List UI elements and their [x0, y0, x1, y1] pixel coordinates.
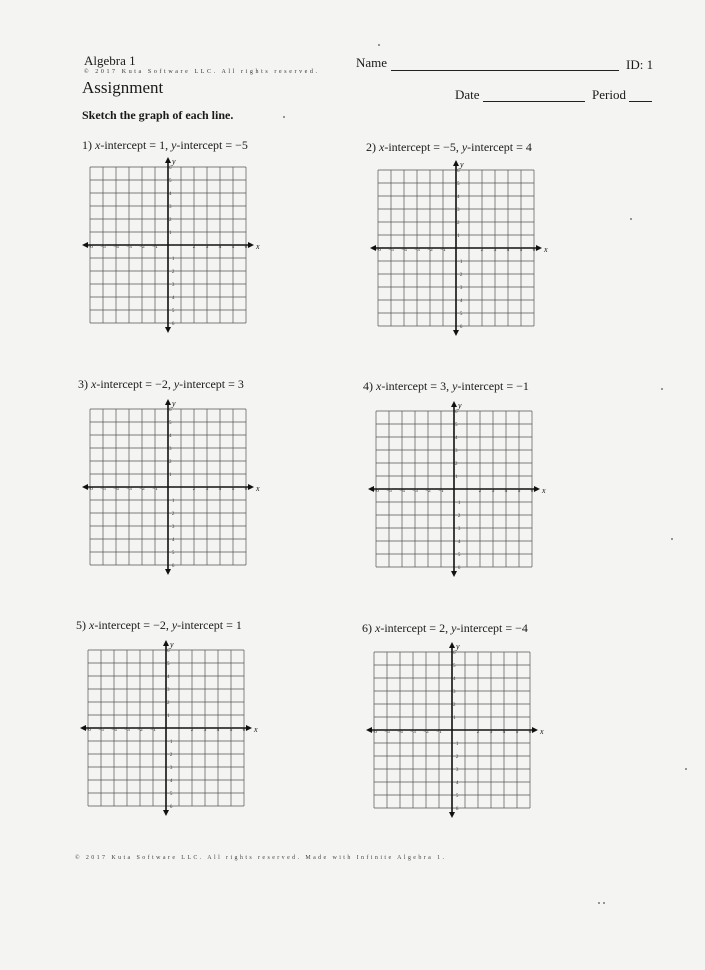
y-tick-label: 6 [455, 410, 458, 415]
y-tick-label: 4 [169, 192, 172, 197]
y-tick-label: −2 [453, 755, 459, 760]
name-field[interactable] [391, 70, 619, 71]
x-tick-label: −1 [150, 727, 156, 733]
x-tick-label: 3 [205, 244, 209, 250]
y-tick-label: −5 [457, 312, 463, 317]
y-tick-label: −1 [169, 499, 175, 504]
y-tick-label: 6 [457, 169, 460, 174]
y-tick-label: −2 [167, 753, 173, 758]
x-axis-label: x [540, 727, 544, 736]
problem-4-graph[interactable] [366, 399, 556, 584]
x-tick-label: −5 [388, 247, 394, 253]
footer-copyright: © 2017 Kuta Software LLC. All rights reserved. Made with Infinite Algebra 1. [75, 855, 447, 861]
assignment-title: Assignment [82, 78, 164, 97]
y-tick-label: 3 [457, 208, 460, 213]
y-tick-label: 1 [169, 231, 172, 236]
x-tick-label: −3 [414, 247, 420, 253]
x-tick-label: 5 [519, 247, 523, 253]
y-tick-label: 6 [453, 651, 456, 656]
y-tick-label: 4 [169, 434, 172, 439]
x-axis-arrow-right [248, 484, 254, 490]
y-tick-label: 2 [453, 703, 456, 708]
y-tick-label: −3 [455, 527, 461, 532]
y-tick-label: 5 [457, 182, 460, 187]
x-tick-label: −4 [113, 244, 119, 250]
x-tick-label: 4 [216, 727, 220, 733]
scan-speck [283, 116, 285, 118]
y-tick-label: −4 [457, 299, 463, 304]
x-axis-label: x [256, 242, 260, 251]
scan-speck [630, 218, 632, 220]
x-tick-label: −3 [412, 488, 418, 494]
y-axis-arrow-down [451, 571, 457, 577]
y-tick-label: −6 [455, 566, 461, 571]
y-tick-label: −3 [169, 525, 175, 530]
y-tick-label: 3 [169, 447, 172, 452]
x-tick-label: −6 [375, 247, 381, 253]
x-tick-label: 2 [192, 486, 196, 492]
y-tick-label: 5 [169, 179, 172, 184]
x-tick-label: 5 [231, 244, 235, 250]
y-tick-label: 6 [167, 649, 170, 654]
y-tick-label: 1 [453, 716, 456, 721]
x-tick-label: 4 [504, 488, 508, 494]
y-axis-arrow-up [453, 160, 459, 166]
y-tick-label: 5 [169, 421, 172, 426]
scan-speck [661, 388, 663, 390]
x-tick-label: −1 [152, 244, 158, 250]
x-tick-label: 2 [192, 244, 196, 250]
x-tick-label: 3 [493, 247, 497, 253]
y-tick-label: 2 [169, 218, 172, 223]
problem-1-graph[interactable] [80, 155, 270, 340]
problem-5-label: 5) x-intercept = −2, y-intercept = 1 [76, 618, 242, 632]
x-tick-label: −4 [401, 247, 407, 253]
y-axis-arrow-down [163, 810, 169, 816]
x-tick-label: 4 [506, 247, 510, 253]
x-tick-label: −3 [124, 727, 130, 733]
y-tick-label: −2 [457, 273, 463, 278]
x-tick-label: 3 [203, 727, 207, 733]
y-tick-label: −4 [453, 781, 459, 786]
x-axis-label: x [542, 486, 546, 495]
x-tick-label: 6 [242, 727, 246, 733]
y-tick-label: −6 [453, 807, 459, 812]
problem-3-graph[interactable] [80, 397, 270, 582]
y-tick-label: 2 [457, 221, 460, 226]
y-axis-arrow-down [165, 569, 171, 575]
y-tick-label: 6 [169, 408, 172, 413]
y-axis-arrow-up [451, 401, 457, 407]
y-axis-arrow-up [165, 399, 171, 405]
y-tick-label: 3 [169, 205, 172, 210]
x-tick-label: 6 [532, 247, 536, 253]
x-axis-arrow-right [536, 245, 542, 251]
problem-3-label: 3) x-intercept = −2, y-intercept = 3 [78, 377, 244, 391]
y-tick-label: 3 [453, 690, 456, 695]
y-axis-arrow-up [165, 157, 171, 163]
x-tick-label: −3 [126, 486, 132, 492]
y-tick-label: −2 [169, 270, 175, 275]
y-axis-label: y [460, 160, 464, 169]
x-tick-label: −5 [384, 729, 390, 735]
y-axis-label: y [172, 399, 176, 408]
x-tick-label: −1 [436, 729, 442, 735]
y-tick-label: 2 [455, 462, 458, 467]
y-tick-label: −4 [169, 296, 175, 301]
y-tick-label: −1 [169, 257, 175, 262]
x-tick-label: 6 [528, 729, 532, 735]
x-tick-label: −1 [440, 247, 446, 253]
y-tick-label: −5 [455, 553, 461, 558]
x-tick-label: −6 [87, 244, 93, 250]
x-tick-label: −5 [98, 727, 104, 733]
y-tick-label: −6 [457, 325, 463, 330]
y-tick-label: −1 [455, 501, 461, 506]
course-title: Algebra 1 [84, 53, 136, 68]
x-tick-label: −6 [85, 727, 91, 733]
y-axis-label: y [170, 640, 174, 649]
y-tick-label: −3 [457, 286, 463, 291]
instructions: Sketch the graph of each line. [82, 108, 234, 122]
x-tick-label: 4 [218, 486, 222, 492]
x-tick-label: −6 [373, 488, 379, 494]
y-tick-label: −3 [167, 766, 173, 771]
x-tick-label: −2 [137, 727, 143, 733]
y-tick-label: −4 [169, 538, 175, 543]
y-tick-label: 4 [457, 195, 460, 200]
x-tick-label: −4 [399, 488, 405, 494]
x-tick-label: 5 [231, 486, 235, 492]
x-tick-label: 5 [515, 729, 519, 735]
y-tick-label: 3 [455, 449, 458, 454]
date-field[interactable] [483, 101, 585, 102]
x-tick-label: −2 [423, 729, 429, 735]
x-tick-label: −1 [438, 488, 444, 494]
x-tick-label: −2 [139, 244, 145, 250]
id-label: ID: 1 [626, 57, 654, 72]
x-tick-label: −4 [397, 729, 403, 735]
x-tick-label: −4 [113, 486, 119, 492]
x-tick-label: 4 [218, 244, 222, 250]
scan-speck [671, 538, 673, 540]
y-tick-label: 1 [169, 473, 172, 478]
x-tick-label: 3 [491, 488, 495, 494]
y-tick-label: −6 [169, 564, 175, 569]
y-tick-label: 5 [167, 662, 170, 667]
x-axis-arrow-right [532, 727, 538, 733]
y-tick-label: −6 [169, 322, 175, 327]
y-tick-label: 2 [167, 701, 170, 706]
y-axis-label: y [456, 642, 460, 651]
y-tick-label: 4 [455, 436, 458, 441]
x-tick-label: −4 [111, 727, 117, 733]
x-tick-label: 3 [205, 486, 209, 492]
y-axis-arrow-down [165, 327, 171, 333]
y-tick-label: 1 [167, 714, 170, 719]
x-axis-label: x [254, 725, 258, 734]
problem-1-label: 1) x-intercept = 1, y-intercept = −5 [82, 138, 248, 152]
x-tick-label: −5 [386, 488, 392, 494]
y-tick-label: 3 [167, 688, 170, 693]
y-tick-label: −2 [169, 512, 175, 517]
name-label: Name [356, 55, 388, 70]
y-tick-label: 4 [453, 677, 456, 682]
y-tick-label: −2 [455, 514, 461, 519]
y-axis-arrow-up [163, 640, 169, 646]
x-tick-label: 6 [244, 486, 248, 492]
x-axis-label: x [256, 484, 260, 493]
x-tick-label: −3 [410, 729, 416, 735]
y-tick-label: −1 [457, 260, 463, 265]
y-axis-arrow-down [453, 330, 459, 336]
y-tick-label: 5 [455, 423, 458, 428]
x-tick-label: −2 [425, 488, 431, 494]
x-tick-label: −6 [87, 486, 93, 492]
scan-speck [598, 902, 600, 904]
x-tick-label: 4 [502, 729, 506, 735]
problem-6-graph[interactable] [364, 640, 554, 825]
y-tick-label: 1 [455, 475, 458, 480]
copyright-line: © 2017 Kuta Software LLC. All rights reserved. [84, 69, 320, 75]
x-axis-label: x [544, 245, 548, 254]
x-tick-label: −5 [100, 244, 106, 250]
scan-speck [603, 902, 605, 904]
scan-speck [685, 768, 687, 770]
problem-2-label: 2) x-intercept = −5, y-intercept = 4 [366, 140, 532, 154]
y-tick-label: −3 [169, 283, 175, 288]
y-tick-label: 2 [169, 460, 172, 465]
y-tick-label: −4 [455, 540, 461, 545]
x-tick-label: 2 [190, 727, 194, 733]
y-tick-label: −5 [169, 551, 175, 556]
problem-5-graph[interactable] [78, 638, 268, 823]
x-tick-label: 5 [517, 488, 521, 494]
problem-2-graph[interactable] [368, 158, 558, 343]
y-tick-label: −1 [167, 740, 173, 745]
y-axis-label: y [172, 157, 176, 166]
x-tick-label: −2 [427, 247, 433, 253]
y-tick-label: 4 [167, 675, 170, 680]
y-tick-label: −3 [453, 768, 459, 773]
y-tick-label: 6 [169, 166, 172, 171]
x-tick-label: −1 [152, 486, 158, 492]
y-tick-label: −6 [167, 805, 173, 810]
problem-6-label: 6) x-intercept = 2, y-intercept = −4 [362, 621, 528, 635]
y-axis-arrow-up [449, 642, 455, 648]
y-tick-label: −5 [453, 794, 459, 799]
x-tick-label: 2 [478, 488, 482, 494]
x-tick-label: −2 [139, 486, 145, 492]
period-label: Period [592, 87, 626, 102]
y-tick-label: −5 [169, 309, 175, 314]
x-axis-arrow-right [534, 486, 540, 492]
y-axis-arrow-down [449, 812, 455, 818]
period-field[interactable] [629, 101, 652, 102]
date-label: Date [455, 87, 480, 102]
x-tick-label: 5 [229, 727, 233, 733]
x-tick-label: 2 [480, 247, 484, 253]
x-tick-label: −3 [126, 244, 132, 250]
x-tick-label: 3 [489, 729, 493, 735]
y-tick-label: −1 [453, 742, 459, 747]
x-tick-label: 6 [244, 244, 248, 250]
x-axis-arrow-right [248, 242, 254, 248]
x-tick-label: −6 [371, 729, 377, 735]
x-axis-arrow-right [246, 725, 252, 731]
y-tick-label: 5 [453, 664, 456, 669]
x-tick-label: 2 [476, 729, 480, 735]
y-tick-label: −4 [167, 779, 173, 784]
scan-speck [378, 44, 380, 46]
y-tick-label: 1 [457, 234, 460, 239]
x-tick-label: −5 [100, 486, 106, 492]
y-axis-label: y [458, 401, 462, 410]
y-tick-label: −5 [167, 792, 173, 797]
x-tick-label: 6 [530, 488, 534, 494]
problem-4-label: 4) x-intercept = 3, y-intercept = −1 [363, 379, 529, 393]
